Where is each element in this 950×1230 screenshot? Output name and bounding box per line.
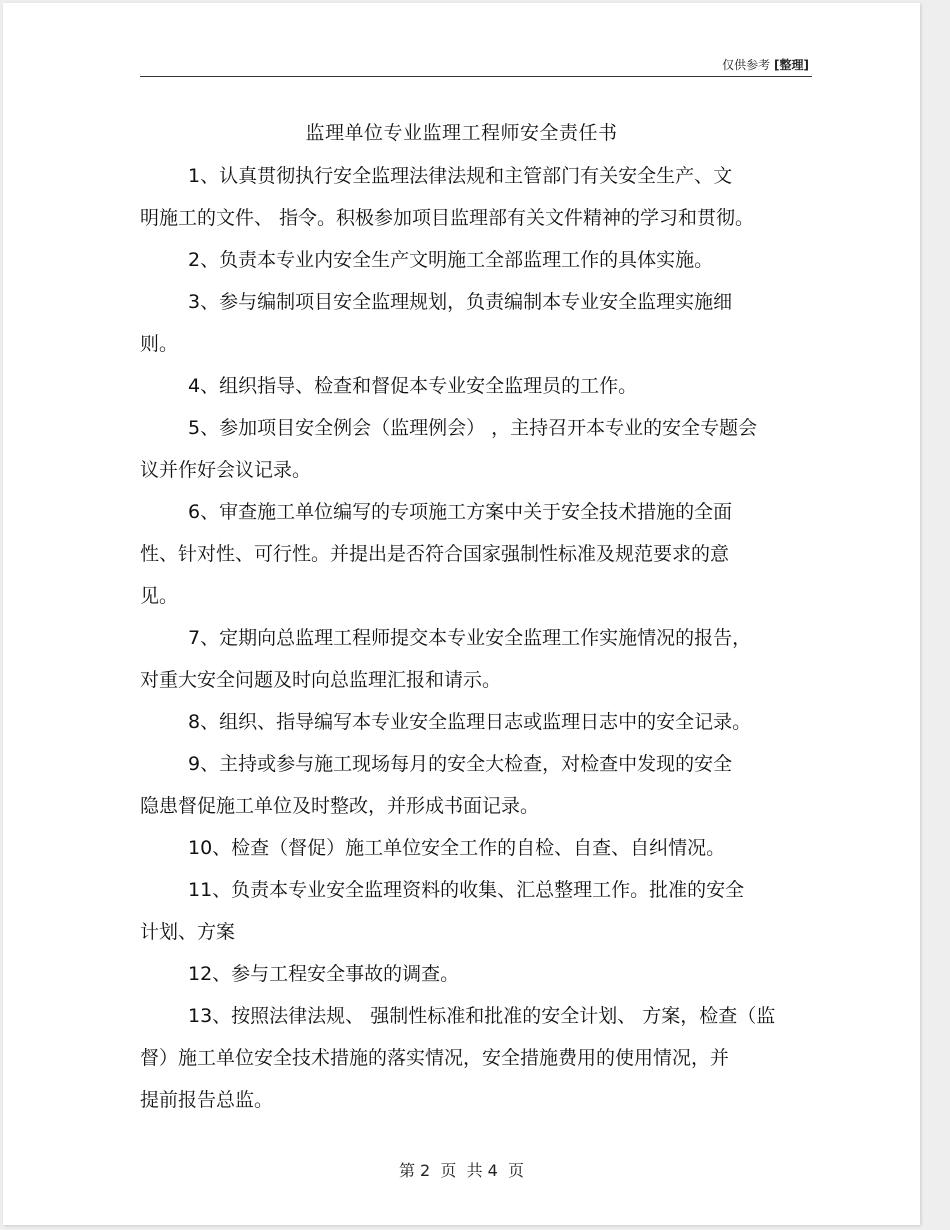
body-line: 计划、方案 bbox=[140, 921, 236, 943]
body-line: 则。 bbox=[140, 333, 179, 355]
body-line: 督）施工单位安全技术措施的落实情况，安全措施费用的使用情况，并 bbox=[140, 1047, 730, 1069]
body-line: 7、定期向总监理工程师提交本专业安全监理工作实施情况的报告， bbox=[188, 627, 752, 649]
body-line: 对重大安全问题及时向总监理汇报和请示。 bbox=[140, 669, 502, 691]
body-line: 性、针对性、可行性。并提出是否符合国家强制性标准及规范要求的意 bbox=[140, 543, 730, 565]
body-line: 6、审查施工单位编写的专项施工方案中关于安全技术措施的全面 bbox=[188, 501, 733, 523]
body-line: 1、认真贯彻执行安全监理法律法规和主管部门有关安全生产、文 bbox=[188, 165, 733, 187]
body-line: 明施工的文件、 指令。积极参加项目监理部有关文件精神的学习和贯彻。 bbox=[140, 207, 755, 229]
body-line: 3、参与编制项目安全监理规划，负责编制本专业安全监理实施细 bbox=[188, 291, 733, 313]
body-line: 13、按照法律法规、 强制性标准和批准的安全计划、 方案，检查（监 bbox=[188, 1005, 776, 1027]
body-line: 4、组织指导、检查和督促本专业安全监理员的工作。 bbox=[188, 375, 638, 397]
header-note-bracket: [整理] bbox=[774, 58, 809, 72]
body-line: 见。 bbox=[140, 585, 179, 607]
body-line: 8、组织、指导编写本专业安全监理日志或监理日志中的安全记录。 bbox=[188, 711, 752, 733]
body-line: 2、负责本专业内安全生产文明施工全部监理工作的具体实施。 bbox=[188, 249, 714, 271]
header-note bbox=[722, 56, 809, 73]
page-footer: 第 2 页 共 4 页 bbox=[398, 1161, 525, 1180]
body-line: 9、主持或参与施工现场每月的安全大检查，对检查中发现的安全 bbox=[188, 753, 733, 775]
body-line: 12、参与工程安全事故的调查。 bbox=[188, 963, 460, 985]
document-body bbox=[140, 158, 820, 1124]
body-line: 议并作好会议记录。 bbox=[140, 459, 312, 481]
body-line: 11、负责本专业安全监理资料的收集、汇总整理工作。批准的安全 bbox=[188, 879, 745, 901]
header-rule bbox=[140, 76, 812, 77]
body-line: 隐患督促施工单位及时整改，并形成书面记录。 bbox=[140, 795, 540, 817]
body-line: 5、参加项目安全例会（监理例会） ，主持召开本专业的安全专题会 bbox=[188, 417, 758, 439]
document-page bbox=[3, 3, 920, 1225]
header-note-text: 仅供参考 bbox=[722, 58, 771, 72]
body-line: 10、检查（督促）施工单位安全工作的自检、自查、自纠情况。 bbox=[188, 837, 726, 859]
body-line: 提前报告总监。 bbox=[140, 1089, 274, 1111]
document-title: 监理单位专业监理工程师安全责任书 bbox=[305, 122, 618, 144]
